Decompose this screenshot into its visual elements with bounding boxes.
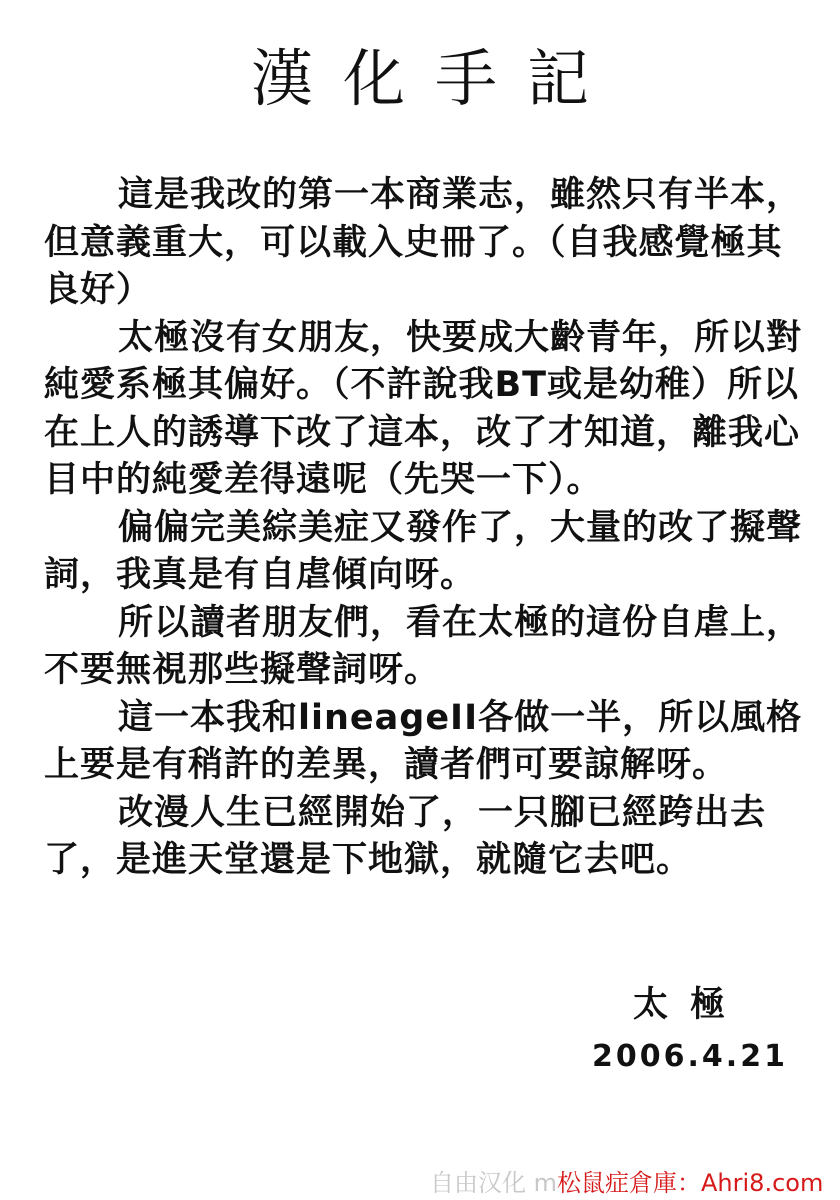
footer-right-text: 松鼠症倉庫：Ahri8.com [557, 1169, 824, 1197]
paragraph-3: 偏偏完美綜美症又發作了，大量的改了擬聲詞，我真是有自虐傾向呀。 [44, 507, 803, 595]
signature-date: 2006.4.21 [592, 1039, 788, 1074]
paragraph-1: 這是我改的第一本商業志，雖然只有半本，但意義重大，可以載入史冊了。（自我感覺極其良好） [44, 175, 803, 310]
page-title: 漢化手記 [250, 42, 619, 115]
paragraph-2: 太極沒有女朋友，快要成大齡青年，所以對純愛系極其偏好。（不許說我BT或是幼稚）所以在上人的誘導下改了這本，改了才知道，離我心目中的純愛差得遠呢（先哭一下）。 [44, 317, 803, 500]
footer-watermark [430, 1168, 835, 1198]
body-text [44, 172, 804, 885]
paragraph-6: 改漫人生已經開始了，一只腳已經跨出去了，是進天堂還是下地獄，就隨它去吧。 [44, 792, 767, 880]
signature-name: 太極 [632, 985, 747, 1025]
footer-left-text: 自由汉化 m [430, 1169, 558, 1197]
paragraph-4: 所以讀者朋友們，看在太極的這份自虐上，不要無視那些擬聲詞呀。 [44, 602, 803, 690]
paragraph-5: 這一本我和lineageII各做一半，所以風格上要是有稍許的差異，讀者們可要諒解呀。 [44, 697, 803, 785]
